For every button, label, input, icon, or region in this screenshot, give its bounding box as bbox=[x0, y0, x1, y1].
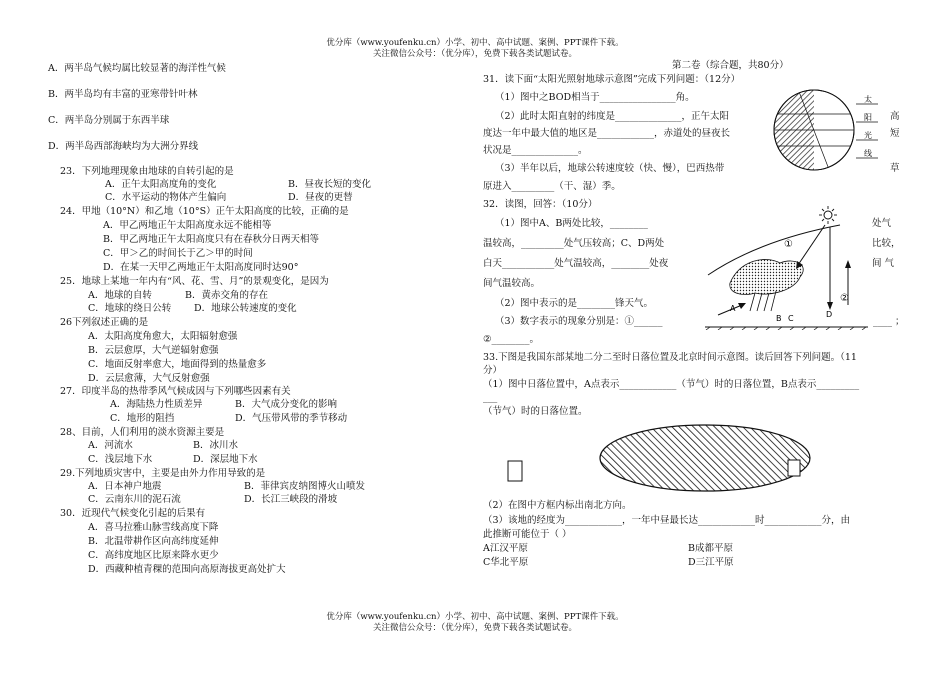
footer-line-2: 关注微信公众号：（优分库），免费下载各类试题试卷。 bbox=[372, 623, 577, 633]
fig31-label-guang: 光 bbox=[864, 131, 872, 140]
q33-stem-line1: 33.下图是我国东部某地二分二至时日落位置及北京时间示意图。读后回答下列问题。（11 bbox=[483, 352, 857, 363]
q25-option-b: B．黄赤交角的存在 bbox=[185, 290, 268, 301]
q32-part2: （2）图中表示的是________锋天气。 bbox=[495, 298, 654, 309]
q24-option-a: A．甲乙两地正午太阳高度永远不能相等 bbox=[103, 220, 272, 231]
q28-stem: 28、目前，人们利用的淡水资源主要是 bbox=[60, 427, 225, 438]
direction-box bbox=[508, 461, 522, 481]
q28-option-d: D．深层地下水 bbox=[193, 454, 258, 465]
q25-option-c: C．地球的绕日公转 bbox=[88, 303, 172, 314]
q32-right2: 比较， bbox=[872, 238, 901, 249]
q22-option-a: A．两半岛气候均属比较显著的海洋性气候 bbox=[48, 63, 226, 74]
q25-option-a: A．地球的自转 bbox=[88, 290, 152, 301]
q24-stem: 24．甲地（10°N）和乙地（10°S）正午太阳高度的比较，正确的是 bbox=[60, 206, 349, 217]
q24-option-b: B．甲乙两地正午太阳高度只有在春秋分日两天相等 bbox=[103, 234, 319, 245]
fig31-sunlight-diagram bbox=[768, 84, 888, 184]
fig32-label-1: ① bbox=[784, 239, 793, 250]
q29-stem: 29.下列地质灾害中，主要是由外力作用导致的是 bbox=[60, 468, 266, 479]
q31-part3-right: 草 bbox=[890, 163, 900, 174]
q30-stem: 30．近现代气候变化引起的后果有 bbox=[60, 508, 206, 519]
fig31-label-xian: 线 bbox=[864, 149, 872, 158]
q33-option-d: D三江平原 bbox=[688, 557, 734, 568]
header-line-1: 优分库（www.youfenku.cn）小学、初中、高中试题、案例、PPT课件下载。 bbox=[326, 38, 624, 48]
q26-stem: 26下列叙述正确的是 bbox=[60, 317, 149, 328]
header-line-2: 关注微信公众号：（优分库），免费下载各类试题试卷。 bbox=[372, 49, 577, 59]
fig32-label-d: D bbox=[826, 310, 833, 319]
fig32-front-diagram bbox=[700, 205, 870, 330]
footer-line-1: 优分库（www.youfenku.cn）小学、初中、高中试题、案例、PPT课件下载。 bbox=[326, 612, 624, 622]
fig32-label-b: B bbox=[776, 314, 782, 323]
q33-option-a: A江汉平原 bbox=[483, 543, 528, 554]
q33-part1-line3: （节气）时的日落位置。 bbox=[483, 406, 588, 417]
q31-part2-right2: 短 bbox=[890, 128, 900, 139]
q26-option-b: B．云层愈厚，大气逆辐射愈强 bbox=[88, 345, 219, 356]
q23-option-a: A．正午太阳高度角的变化 bbox=[105, 179, 217, 190]
sun-icon bbox=[819, 206, 837, 224]
q22-option-c: C．两半岛分别属于东西半球 bbox=[48, 115, 170, 126]
q29-option-c: C．云南东川的泥石流 bbox=[88, 494, 181, 505]
q27-option-d: D．气压带风带的季节移动 bbox=[235, 413, 348, 424]
q23-option-b: B．昼夜长短的变化 bbox=[288, 179, 371, 190]
q31-part2-line1: （2）此时太阳直射的纬度是______________，正午太阳 bbox=[495, 111, 730, 122]
q30-option-a: A．喜马拉雅山脉雪线高度下降 bbox=[88, 522, 219, 533]
fig31-label-tai: 太 bbox=[864, 95, 872, 104]
q29-option-b: B．菲律宾皮纳图博火山喷发 bbox=[244, 481, 365, 492]
q32-part3-right: ____ ； bbox=[873, 316, 905, 327]
q26-option-d: D．云层愈薄，大气反射愈强 bbox=[88, 373, 210, 384]
q27-option-a: A．海陆热力性质差异 bbox=[110, 399, 203, 410]
q31-part2-line2: 度达一年中最大值的地区是____________，赤道处的昼夜长 bbox=[483, 128, 731, 139]
q26-option-c: C．地面反射率愈大，地面得到的热量愈多 bbox=[88, 359, 267, 370]
q27-option-b: B．大气成分变化的影响 bbox=[235, 399, 337, 410]
q33-part1-line2: ___ bbox=[483, 392, 498, 403]
q32-part1-line1: （1）图中A、B两处比较，________ bbox=[495, 218, 648, 229]
q28-option-c: C．浅层地下水 bbox=[88, 454, 153, 465]
fig32-label-c: C bbox=[788, 314, 794, 323]
fig31-label-yang: 阳 bbox=[864, 113, 872, 122]
q30-option-d: D．西藏种植青稞的范围向高原海拔更高处扩大 bbox=[88, 564, 286, 575]
q30-option-b: B．北温带耕作区向高纬度延伸 bbox=[88, 536, 219, 547]
q28-option-b: B．冰川水 bbox=[193, 440, 238, 451]
q31-part1: （1）图中之BOD相当于________________角。 bbox=[495, 92, 695, 103]
q33-part3-line1: （3）该地的经度为____________，一年中昼最长达____________时____________分，由 bbox=[483, 515, 851, 526]
q24-option-c: C．甲＞乙的时间长于乙＞甲的时间 bbox=[103, 248, 253, 259]
q31-stem: 31．读下面“太阳光照射地球示意图”完成下列问题：（12分） bbox=[483, 74, 741, 85]
q25-stem: 25．地球上某地一年内有“风、花、雪、月”的景观变化，是因为 bbox=[60, 276, 329, 287]
q31-part2-right1: 高 bbox=[890, 111, 900, 122]
q25-option-d: D．地球公转速度的变化 bbox=[194, 303, 297, 314]
q33-option-c: C华北平原 bbox=[483, 557, 529, 568]
q24-option-d: D．在某一天甲乙两地正午太阳高度同时达90° bbox=[103, 262, 299, 273]
q32-stem: 32．读图，回答：（10分） bbox=[483, 199, 598, 210]
q23-stem: 23．下列地理现象由地球的自转引起的是 bbox=[60, 166, 234, 177]
q26-option-a: A．太阳高度角愈大，太阳辐射愈强 bbox=[88, 331, 238, 342]
q31-part2-line3: 状况是______________。 bbox=[483, 145, 588, 156]
q29-option-d: D．长江三峡段的滑坡 bbox=[244, 494, 338, 505]
q22-option-b: B．两半岛均有丰富的亚寒带针叶林 bbox=[48, 89, 198, 100]
q29-option-a: A．日本神户地震 bbox=[88, 481, 162, 492]
q32-right1: 处气 bbox=[872, 218, 892, 229]
fig32-label-a: A bbox=[730, 304, 736, 313]
q23-option-d: D．昼夜的更替 bbox=[288, 192, 353, 203]
q30-option-c: C．高纬度地区比原来降水更少 bbox=[88, 550, 219, 561]
q32-part3-line1: （3）数字表示的现象分别是：①______ bbox=[495, 316, 663, 327]
q32-part1-line4: 间气温较高。 bbox=[483, 278, 541, 289]
q32-part1-line3: 白天___________处气温较高，________处夜 bbox=[483, 258, 669, 269]
q33-stem-line2: 分） bbox=[483, 365, 503, 376]
q27-stem: 27．印度半岛的热带季风气候成因与下列哪些因素有关 bbox=[60, 386, 291, 397]
q32-part3-line2: ②________。 bbox=[483, 334, 540, 345]
q33-part3-line2: 此推断可能位于（ ） bbox=[483, 529, 572, 540]
q33-option-b: B成都平原 bbox=[688, 543, 733, 554]
q22-option-d: D．两半岛西部海峡均为大洲分界线 bbox=[48, 141, 199, 152]
section-title: 第二卷（综合题，共80分） bbox=[672, 60, 789, 71]
fig32-label-2: ② bbox=[840, 293, 849, 304]
q32-right3: 间 气 bbox=[872, 258, 895, 269]
q31-part3-line1: （3）半年以后，地球公转速度较（快、慢），巴西热带 bbox=[495, 163, 725, 174]
q27-option-c: C．地形的阻挡 bbox=[110, 413, 175, 424]
q28-option-a: A．河流水 bbox=[88, 440, 133, 451]
q31-part3-line2: 原进入_________（干、湿）季。 bbox=[483, 181, 621, 192]
fig33-sunset-diagram bbox=[500, 418, 830, 498]
q33-part1-line1: （1）图中日落位置中，A点表示____________（节气）时的日落位置，B点表示_________ bbox=[483, 379, 860, 390]
q32-part1-line2: 温较高，_________处气压较高；C、D两处 bbox=[483, 238, 665, 249]
q33-part2: （2）在图中方框内标出南北方向。 bbox=[483, 500, 632, 511]
q23-option-c: C．水平运动的物体产生偏向 bbox=[105, 192, 227, 203]
